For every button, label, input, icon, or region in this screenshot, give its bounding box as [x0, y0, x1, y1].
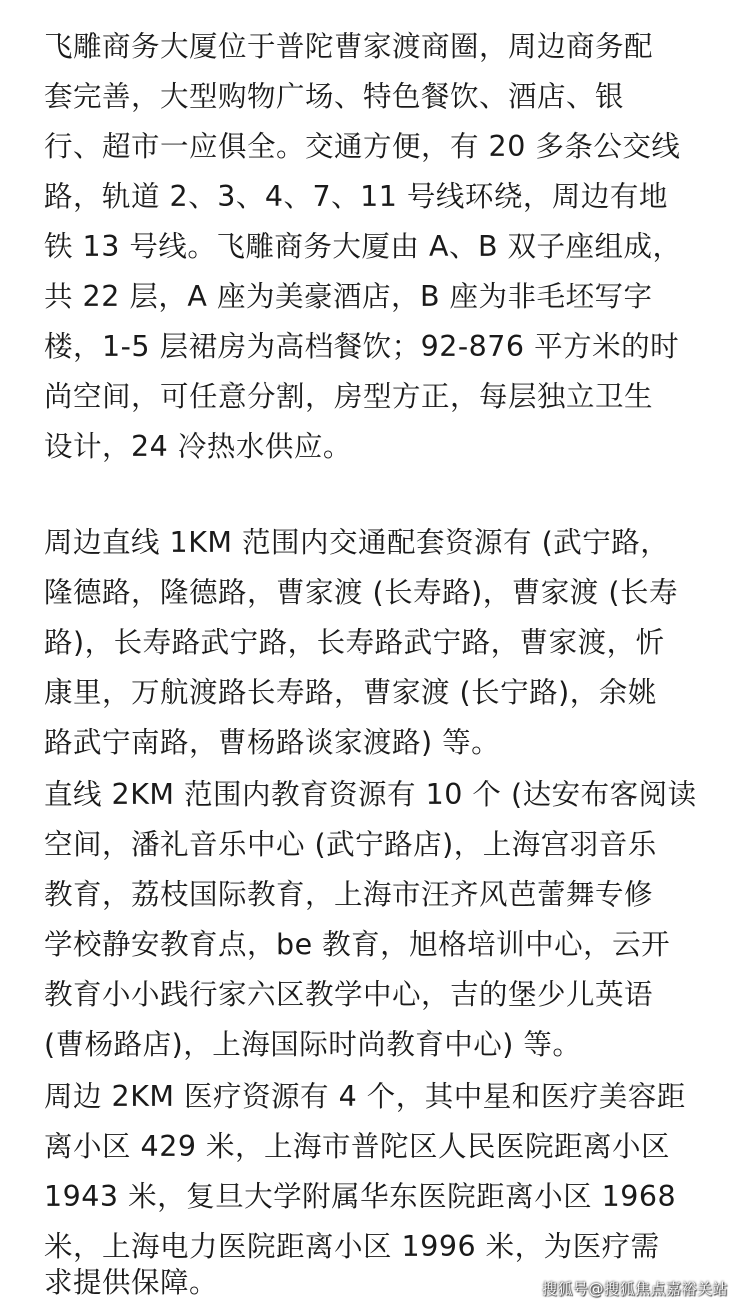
paragraph-line: 1943 米，复旦大学附属华东医院距离小区 1968: [44, 1180, 677, 1213]
paragraph-line: 设计，24 冷热水供应。: [44, 430, 352, 463]
paragraph-line: (曹杨路店)，上海国际时尚教育中心) 等。: [44, 1028, 582, 1061]
paragraph-line: 学校静安教育点，be 教育，旭格培训中心，云开: [44, 928, 671, 961]
paragraph-line: 周边直线 1KM 范围内交通配套资源有 (武宁路，: [44, 526, 670, 559]
paragraph-line: 求提供保障。: [44, 1266, 219, 1299]
paragraph-line: 套完善，大型购物广场、特色餐饮、酒店、银: [44, 80, 625, 113]
paragraph-line: 飞雕商务大厦位于普陀曹家渡商圈，周边商务配: [44, 30, 654, 63]
paragraph-line: 路武宁南路，曹杨路谈家渡路) 等。: [44, 726, 501, 759]
paragraph-line: 楼，1-5 层裙房为高档餐饮；92-876 平方米的时: [44, 330, 680, 363]
paragraph-line: 教育小小践行家六区教学中心，吉的堡少儿英语: [44, 978, 654, 1011]
paragraph-line: 周边 2KM 医疗资源有 4 个，其中星和医疗美容距: [44, 1080, 686, 1113]
paragraph-line: 空间，潘礼音乐中心 (武宁路店)，上海宫羽音乐: [44, 828, 657, 861]
paragraph-line: 直线 2KM 范围内教育资源有 10 个 (达安布客阅读: [44, 778, 697, 811]
paragraph-line: 共 22 层，A 座为美豪酒店，B 座为非毛坯写字: [44, 280, 653, 313]
paragraph-line: 铁 13 号线。飞雕商务大厦由 A、B 双子座组成，: [44, 230, 682, 263]
paragraph-line: 教育，荔枝国际教育，上海市汪齐风芭蕾舞专修: [44, 878, 654, 911]
paragraph-line: 路)，长寿路武宁路，长寿路武宁路，曹家渡，忻: [44, 626, 665, 659]
watermark: 搜狐号@搜狐焦点嘉裕关站: [541, 1280, 728, 1298]
paragraph-line: 行、超市一应俱全。交通方便，有 20 多条公交线: [44, 130, 681, 163]
paragraph-line: 路，轨道 2、3、4、7、11 号线环绕，周边有地: [44, 180, 668, 213]
paragraph-line: 米，上海电力医院距离小区 1996 米，为医疗需: [44, 1230, 660, 1263]
paragraph-line: 尚空间，可任意分割，房型方正，每层独立卫生: [44, 380, 654, 413]
paragraph-line: 康里，万航渡路长寿路，曹家渡 (长宁路)，余姚: [44, 676, 657, 709]
paragraph-line: 离小区 429 米，上海市普陀区人民医院距离小区: [44, 1130, 671, 1163]
paragraph-line: 隆德路，隆德路，曹家渡 (长寿路)，曹家渡 (长寿: [44, 576, 678, 609]
